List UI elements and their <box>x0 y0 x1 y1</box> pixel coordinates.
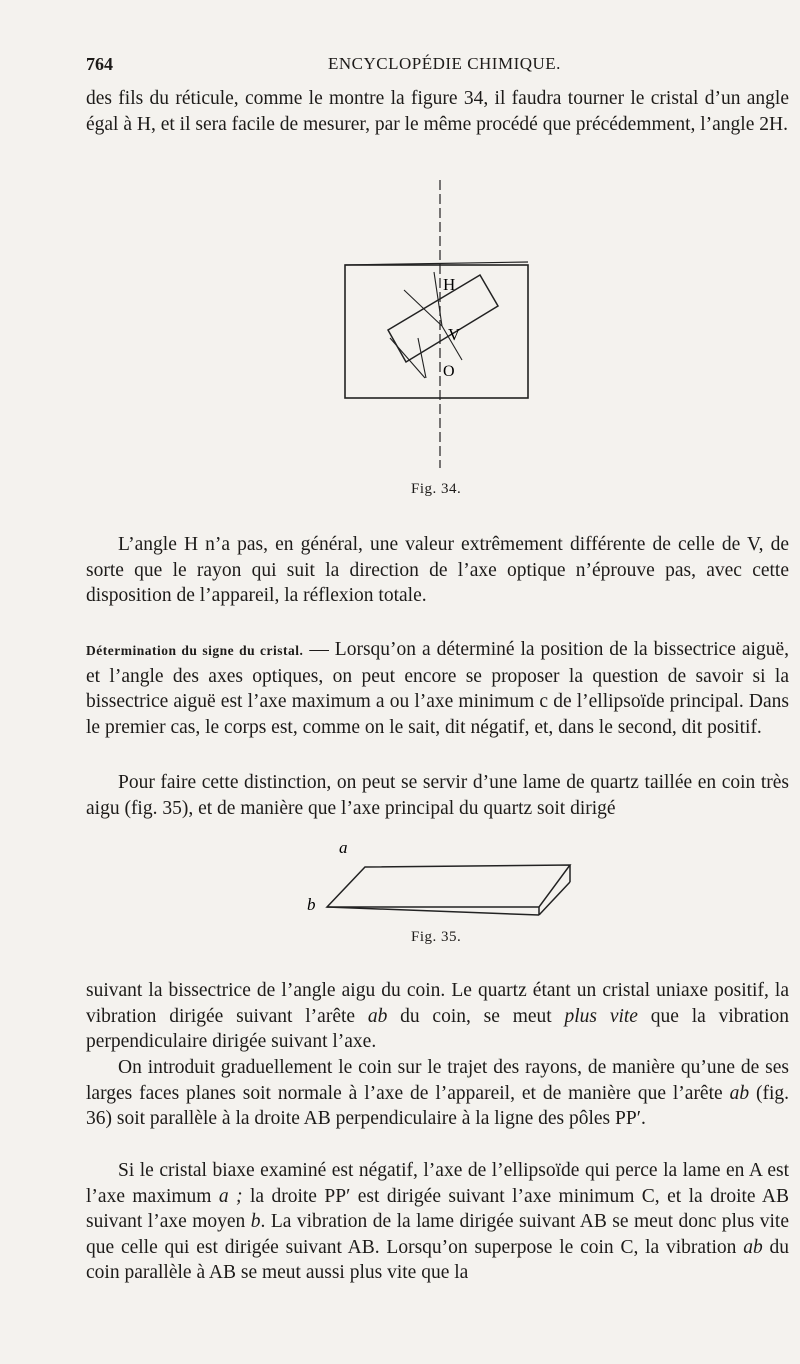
text-run: du coin parallèle à AB se meut aussi plus vite que la <box>86 1236 789 1284</box>
page-number: 764 <box>86 54 113 74</box>
fig35-wedge-top <box>327 865 570 907</box>
emphasis: plus vite <box>564 1005 638 1027</box>
var-a: a ; <box>218 1185 243 1207</box>
fig34-frame <box>345 265 528 398</box>
var-b: b <box>250 1211 261 1233</box>
paragraph-1: des fils du réticule, comme le montre la figure 34, il faudra tourner le cristal d’un angle égal à H, et il sera facile de mesurer, par le même procédé que précédemment, l’angle 2H. <box>86 88 789 135</box>
paragraph-7 <box>86 1158 789 1286</box>
fig35-label-b: b <box>307 895 316 914</box>
paragraph-6 <box>86 1055 789 1132</box>
fig35-label-a: a <box>339 838 348 857</box>
text-run: . La vibration de la lame dirigée suivant AB se meut donc plus vite que celle qui est dirigée suivant AB. Lorsqu’on superpose le coin C, la vibration <box>86 1211 789 1258</box>
paragraph-3 <box>86 637 789 740</box>
text-run: que la vibration perpendiculaire dirigée suivant l’axe. <box>86 1005 789 1053</box>
fig34-label-v: V <box>448 325 461 344</box>
var-ab: ab <box>367 1005 388 1027</box>
figure-35-caption: Fig. 35. <box>411 929 462 945</box>
text-run: (fig. 36) soit parallèle à la droite AB perpendiculaire à la ligne des pôles PP′. <box>86 1082 789 1130</box>
running-title: ENCYCLOPÉDIE CHIMIQUE. <box>328 54 561 73</box>
section-heading: Détermination du signe du cristal. <box>86 643 304 658</box>
var-ab: ab <box>743 1236 763 1258</box>
paragraph-5 <box>86 978 789 1055</box>
paragraph-4: Pour faire cette distinction, on peut se servir d’une lame de quartz taillée en coin très aigu (fig. 35), et de manière que l’axe principal du quartz soit dirigé <box>86 772 789 819</box>
var-ab: ab <box>729 1082 750 1104</box>
page-header <box>86 54 786 80</box>
text-run: suivant la bissectrice de l’angle aigu du coin. Le quartz étant un cristal uniaxe positif, la vibration dirigée suivant l’arête <box>86 980 789 1027</box>
text-run: Si le cristal biaxe examiné est négatif, l’axe de l’ellipsoïde qui perce la lame en A est l’axe maximum <box>86 1160 789 1207</box>
figure-34 <box>330 180 550 470</box>
text-run: du coin, se meut <box>387 1005 565 1027</box>
figure-35 <box>305 822 585 922</box>
text-run: On introduit graduellement le coin sur le trajet des rayons, de manière qu’une de ses larges faces planes soit normale à l’axe de l’appareil, et de manière que l’arête <box>86 1057 789 1104</box>
fig34-label-h: H <box>443 275 456 294</box>
paragraph-3-text: — Lorsqu’on a déterminé la position de la bissectrice aiguë, et l’angle des axes optiques, on peut encore se proposer la question de savoir si la bissectrice aiguë est l’axe maximum a ou l’axe minimum c de l’ellipsoïde principal. Dans le premier cas, le corps est, comme on le sait, dit négatif, et, dans le second, dit positif. <box>86 639 789 738</box>
fig34-label-o: O <box>443 363 455 380</box>
text-run: la droite PP′ est dirigée suivant l’axe minimum C, et la droite AB suivant l’axe moyen <box>86 1185 789 1233</box>
paragraph-2: L’angle H n’a pas, en général, une valeur extrêmement différente de celle de V, de sorte que le rayon qui suit la direction de l’axe optique n’éprouve pas, avec cette disposition de l’appareil, la réflexion totale. <box>86 534 789 607</box>
figure-34-caption: Fig. 34. <box>411 481 462 497</box>
